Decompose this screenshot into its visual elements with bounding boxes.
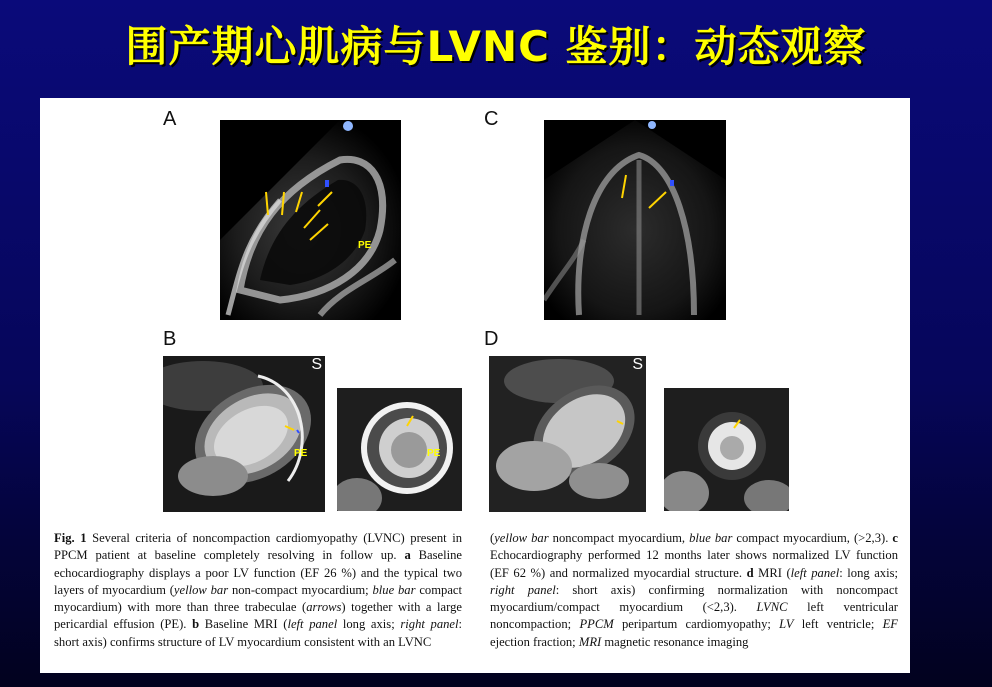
caption-run: a xyxy=(404,548,411,563)
caption-run: MRI xyxy=(578,634,602,649)
caption-run: noncompact myocardium, xyxy=(548,531,690,545)
caption-run: yellow bar xyxy=(494,531,549,545)
caption-left-text xyxy=(54,531,462,649)
caption-run: Echocardiography performed 12 months later shows normalized LV function (EF 62 %) and normalized myocardial structure. xyxy=(490,548,898,580)
figure-page xyxy=(40,98,910,673)
caption-run: arrows xyxy=(306,600,342,615)
caption-run: right panel xyxy=(400,617,459,632)
figure-label: Fig. 1 xyxy=(54,531,87,545)
panel-d-letter: D xyxy=(484,328,499,350)
caption-run: LVNC xyxy=(756,600,788,615)
caption-run: non-compact myocardium; xyxy=(228,582,373,597)
slide-title: 围产期心肌病与LVNC 鉴别：动态观察 xyxy=(125,22,867,71)
panel-b-letter: B xyxy=(163,328,177,350)
caption-run: ejection fraction; xyxy=(490,634,579,649)
caption-run: long axis; xyxy=(337,617,401,632)
panel-c-letter: C xyxy=(484,108,499,130)
caption-run: compact myocardium) with more than three trabeculae ( xyxy=(54,582,463,615)
caption-run: left ventricle; xyxy=(793,617,883,632)
caption-run: : short axis) confirming normalization with noncompact myocardium/compact myocardium (<2,3). xyxy=(490,582,898,615)
caption-run: PPCM xyxy=(579,617,614,632)
caption-run: Several criteria of noncompaction cardiomyopathy (LVNC) present in PPCM patient at baseline completely resolving in follow up. xyxy=(54,531,462,563)
figure-caption-left xyxy=(54,530,462,651)
caption-run: EF xyxy=(882,617,898,632)
caption-run: MRI ( xyxy=(753,565,791,580)
pe-label-b-left: PE xyxy=(294,448,308,459)
caption-run: ) together with a large pericardial effusion (PE). xyxy=(54,600,462,632)
caption-run: : long axis; xyxy=(839,565,898,580)
caption-run: Baseline MRI ( xyxy=(199,617,288,632)
caption-run: LV xyxy=(779,617,794,632)
pe-label-b-right: PE xyxy=(427,448,441,459)
panel-a-letter: A xyxy=(163,108,177,130)
mri-followup-short-axis xyxy=(664,388,789,511)
caption-run: c xyxy=(892,531,898,545)
caption-run: blue bar xyxy=(372,582,416,597)
mri-followup-long-axis xyxy=(489,356,646,512)
caption-right-text xyxy=(490,531,898,649)
caption-run: : short axis) confirms structure of LV myocardium consistent with an LVNC xyxy=(54,617,463,649)
echo-followup-image xyxy=(544,120,726,320)
caption-run: right panel xyxy=(490,582,556,597)
caption-run: peripartum cardiomyopathy; xyxy=(613,617,780,632)
caption-run: d xyxy=(746,565,754,580)
mri-baseline-long-axis xyxy=(163,356,325,512)
caption-run: magnetic resonance imaging xyxy=(601,634,749,649)
mri-baseline-short-axis xyxy=(337,388,462,511)
caption-run: ( xyxy=(490,531,495,545)
orientation-marker-b: S xyxy=(311,356,322,373)
caption-run: left ventricular noncompaction; xyxy=(490,600,898,632)
orientation-marker-d: S xyxy=(632,356,643,373)
echo-baseline-image xyxy=(220,120,401,320)
figure-caption-right xyxy=(490,530,898,651)
caption-run: yellow bar xyxy=(173,582,229,597)
caption-run: b xyxy=(192,617,200,632)
caption-run: compact myocardium, (>2,3). xyxy=(732,531,893,545)
caption-run: Baseline echocardiography displays a poor LV function (EF 26 %) and the typical two layers of myocardium ( xyxy=(54,548,463,597)
pe-label-a: PE xyxy=(358,240,372,251)
caption-run: left panel xyxy=(790,565,840,580)
caption-run: blue bar xyxy=(689,531,733,545)
caption-run: left panel xyxy=(287,617,338,632)
